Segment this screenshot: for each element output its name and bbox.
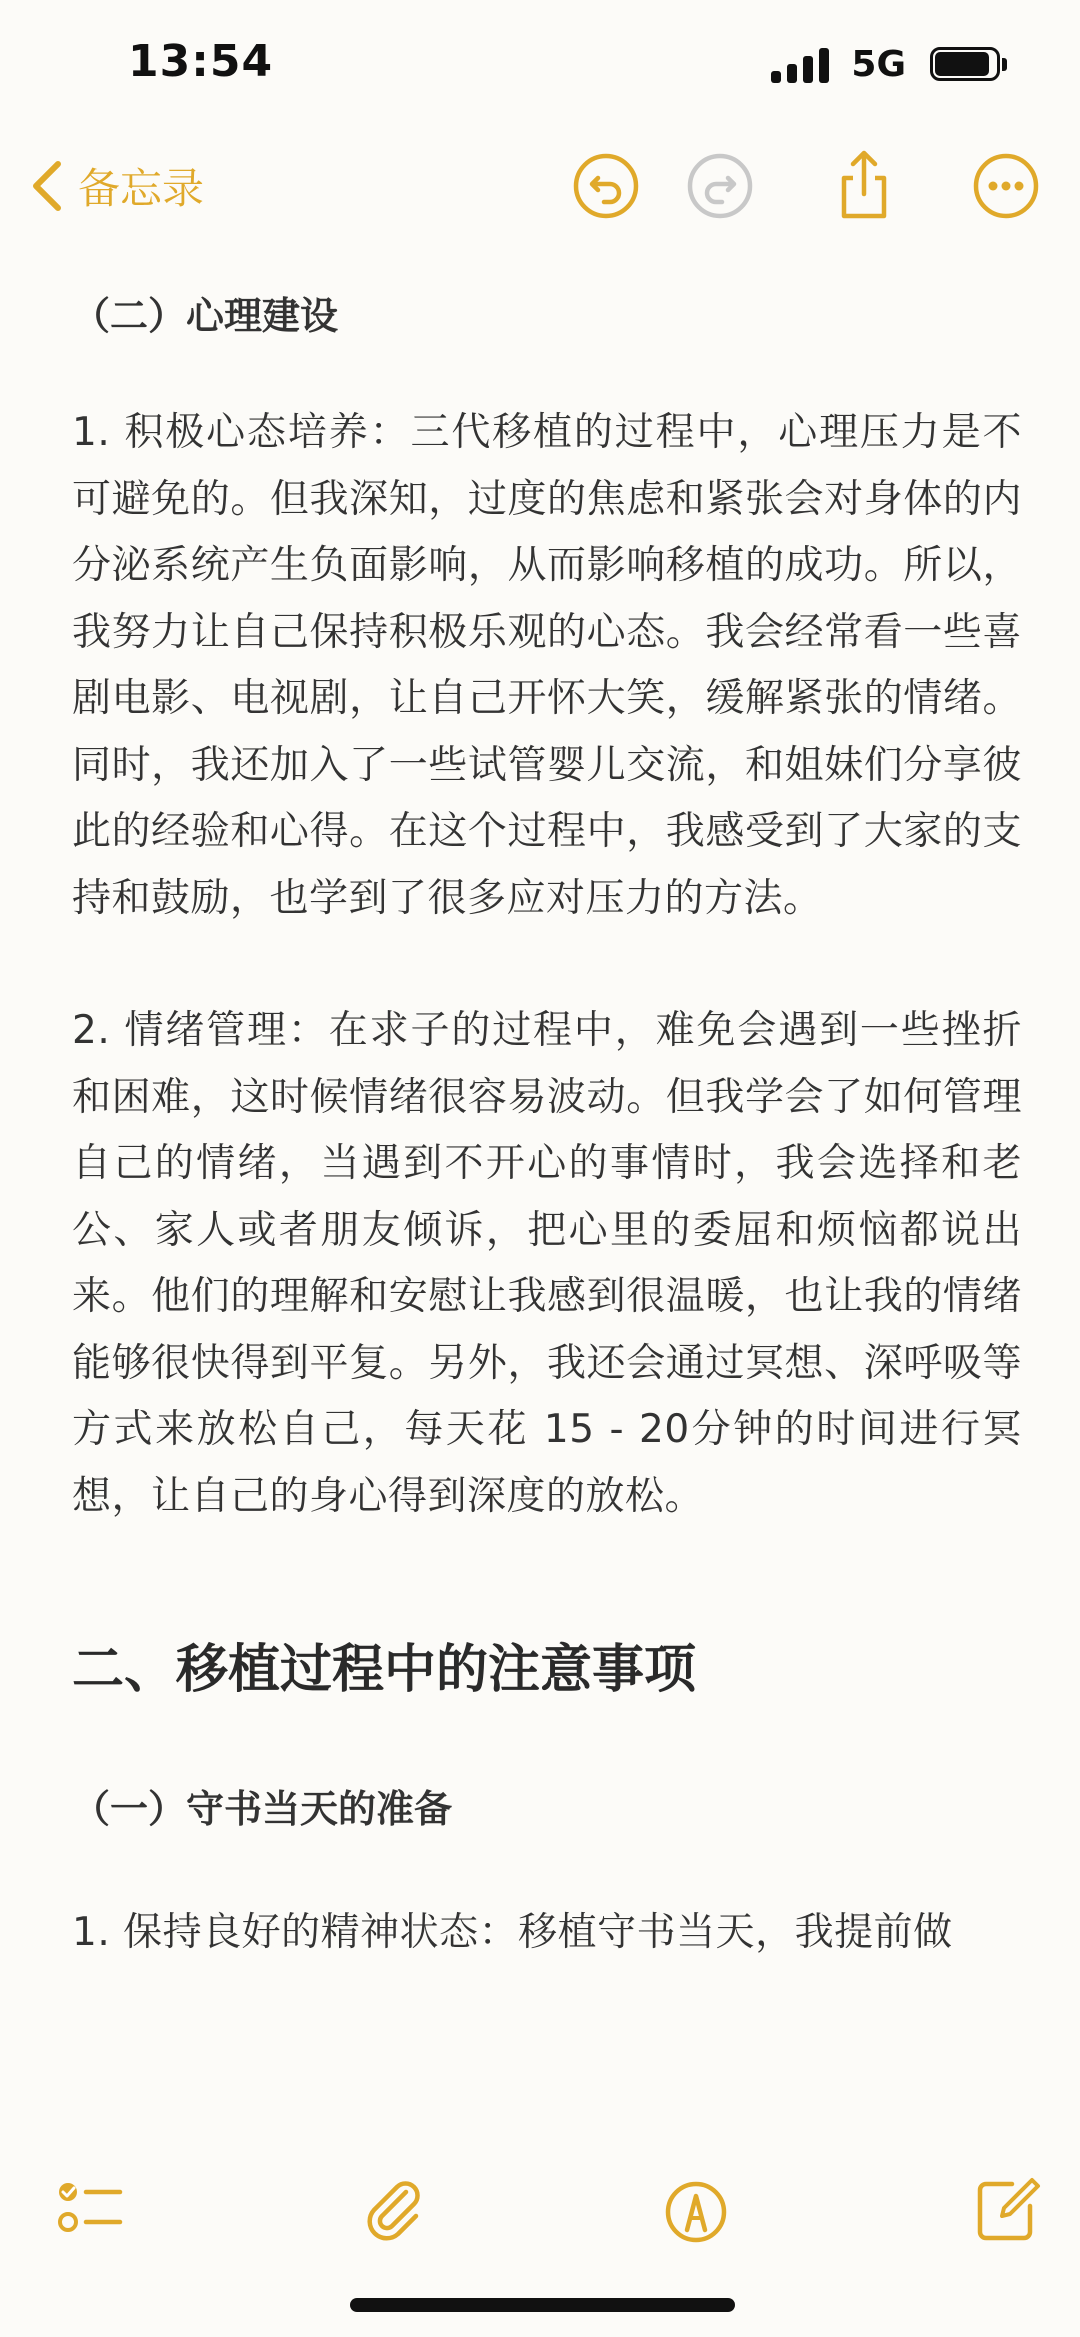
more-button[interactable] xyxy=(968,148,1044,224)
section-heading-psychology: （二）心理建设 xyxy=(72,294,339,338)
bottom-toolbar xyxy=(0,2160,1080,2270)
chevron-left-icon xyxy=(28,158,64,214)
status-time: 13:54 xyxy=(128,36,274,87)
back-button[interactable] xyxy=(28,146,204,226)
paragraph-positive-mindset: 1. 积极心态培养：三代移植的过程中，心理压力是不可避免的。但我深知，过度的焦虑和紧张会对身体的内分泌系统产生负面影响，从而影响移植的成功。所以，我努力让自己保持积极乐观的心态。我会经常看一些喜剧电影、电视剧，让自己开怀大笑，缓解紧张的情绪。同时，我还加入了一些试管婴儿交流，和姐妹们分享彼此的经验和心得。在这个过程中，我感受到了大家的支持和鼓励，也学到了很多应对压力的方法。 xyxy=(72,410,1022,921)
markup-icon xyxy=(656,2170,736,2250)
undo-icon xyxy=(568,148,644,224)
note-body[interactable] xyxy=(72,285,1022,1967)
markup-button[interactable] xyxy=(656,2170,736,2250)
home-indicator[interactable] xyxy=(350,2298,735,2312)
more-icon xyxy=(968,148,1044,224)
paragraph-mental-state: 1. 保持良好的精神状态：移植守书当天，我提前做 xyxy=(72,1910,953,1955)
paragraph-emotion-management: 2. 情绪管理：在求子的过程中，难免会遇到一些挫折和困难，这时候情绪很容易波动。但我学会了如何管理自己的情绪，当遇到不开心的事情时，我会选择和老公、家人或者朋友倾诉，把心里的委屈和烦恼都说出来。他们的理解和安慰让我感到很温暖，也让我的情绪能够很快得到平复。另外，我还会通过冥想、深呼吸等方式来放松自己，每天花 15 - 20分钟的时间进行冥想，让自己的身心得到深度的放松。 xyxy=(72,1008,1022,1519)
share-button[interactable] xyxy=(826,148,902,224)
checklist-button[interactable] xyxy=(48,2170,128,2250)
checklist-icon xyxy=(48,2170,128,2250)
nav-bar xyxy=(0,130,1080,240)
status-indicators xyxy=(771,44,1008,85)
section-heading-preparation: （一）守书当天的准备 xyxy=(72,1787,453,1831)
compose-button[interactable] xyxy=(966,2170,1046,2250)
signal-bars-icon xyxy=(771,47,829,83)
main-heading-transfer-notes: 二、移植过程中的注意事项 xyxy=(72,1640,697,1700)
redo-button[interactable] xyxy=(682,148,758,224)
battery-icon xyxy=(930,47,1008,83)
share-icon xyxy=(826,148,902,224)
undo-button[interactable] xyxy=(568,148,644,224)
redo-icon xyxy=(682,148,758,224)
attachment-button[interactable] xyxy=(354,2170,434,2250)
network-label: 5G xyxy=(851,44,906,85)
back-label: 备忘录 xyxy=(78,164,205,213)
attachment-icon xyxy=(354,2170,434,2250)
compose-icon xyxy=(966,2170,1046,2250)
status-bar xyxy=(0,0,1080,130)
